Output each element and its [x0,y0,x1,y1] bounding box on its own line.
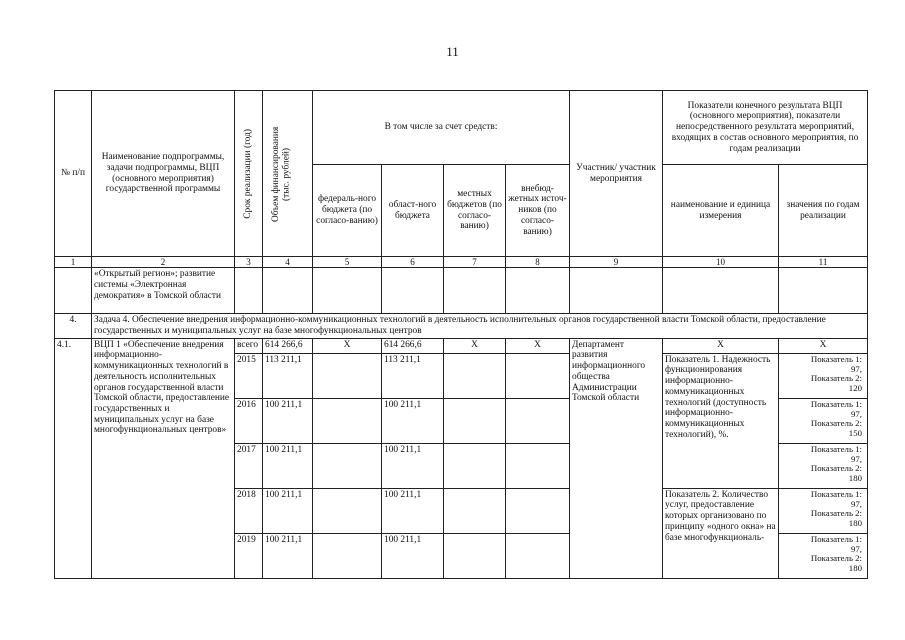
continuation-text: «Открытый регион»; развитие системы «Электронная демократия» в Томской области [92,268,235,314]
indicator-value-label: Показатель 1: [810,398,862,409]
column-number: 7 [444,257,506,268]
year: 2017 [235,443,263,488]
column-number: 1 [55,257,92,268]
indicator-value-label: Показатель 2: [810,553,862,564]
header-num: № п/п [55,91,92,257]
header-term [235,91,263,257]
total-local: X [444,338,506,353]
indicator-value-label: Показатель 1: [810,488,862,499]
program-total-row [55,338,868,353]
total-volume: 614 266,6 [263,338,313,353]
total-term: всего [235,338,263,353]
total-ind-value: X [779,338,868,353]
header-term-text: Срок реализации (год) [243,128,254,219]
indicator-2-text: Показатель 2. Количество услуг, предоставление которых организовано по принципу «одного окна» на базе многофункциональ- [663,488,779,578]
indicator-value: 97, [851,453,862,464]
program-name: ВЦП 1 «Обеспечение внедрения информационно-коммуникационных технологий в деятельность исполнительных органов государственной власти Томской области, предоставление государственных и муниципальных услуг на базе многофункциональных центров» [92,338,235,578]
header-participant: Участник/ участник мероприятия [570,91,663,257]
total-federal: X [313,338,382,353]
indicator-value-label: Показатель 1: [810,443,862,454]
year-regional: 100 211,1 [382,398,444,443]
header-name: Наименование подпрограммы, задачи подпрограммы, ВЦП (основного мероприятия) государственной программы [92,91,235,257]
total-regional: 614 266,6 [382,338,444,353]
column-number: 8 [506,257,570,268]
indicator-value: 150 [848,428,862,439]
header-volume [263,91,313,257]
column-number: 10 [663,257,779,268]
column-number: 4 [263,257,313,268]
year-regional: 100 211,1 [382,488,444,533]
task-num: 4. [55,314,92,338]
indicator-values [779,398,868,443]
indicator-value: 180 [848,518,862,529]
indicator-value: 180 [848,473,862,484]
indicator-1-text: Показатель 1. Надежность функционирования информационно-коммуникационных технологий (доступность информационно-коммуникационных технологий), %. [663,353,779,488]
program-participant: Департамент развития информационного общества Администрации Томской области [570,338,663,578]
page-number: 11 [446,44,459,59]
continuation-row [55,268,868,314]
column-number: 9 [570,257,663,268]
indicator-value-label: Показатель 1: [810,533,862,544]
indicator-values [779,443,868,488]
program-num: 4.1. [55,338,92,578]
program-table [54,90,868,579]
header-volume-text: Объем финансирования (тыс. рублей) [270,125,292,222]
header-federal: федераль-ного бюджета (по согласо-ванию) [313,165,382,257]
year: 2018 [235,488,263,533]
header-local: местных бюджетов (по согласо-ванию) [444,165,506,257]
year-volume: 100 211,1 [263,443,313,488]
task-text: Задача 4. Обеспечение внедрения информационно-коммуникационных технологий в деятельность исполнительных органов государственной власти Томской области, предоставление государственных и муниципальных услуг на базе многофункциональных центров [92,314,868,338]
indicator-value: 97, [851,498,862,509]
indicator-values [779,488,868,533]
indicator-value: 180 [848,563,862,574]
header-ind-values: значения по годам реализации [779,165,868,257]
year: 2019 [235,533,263,578]
column-number: 6 [382,257,444,268]
indicator-value-label: Показатель 2: [810,463,862,474]
header-extra: внебюд-жетных источ-ников (по согласо-ванию) [506,165,570,257]
header-sources: В том числе за счет средств: [313,91,570,165]
indicator-value: 120 [848,383,862,394]
column-number: 5 [313,257,382,268]
total-ind-name: X [663,338,779,353]
indicator-value: 97, [851,408,862,419]
indicator-value-label: Показатель 1: [810,353,862,364]
year-regional: 100 211,1 [382,533,444,578]
column-number: 11 [779,257,868,268]
header-ind-name: наименование и единица измерения [663,165,779,257]
column-number: 3 [235,257,263,268]
year-regional: 113 211,1 [382,353,444,398]
header-results: Показатели конечного результата ВЦП (основного мероприятия), показатели непосредственного результата мероприятий, входящих в состав основного мероприятия, по годам реализации [663,91,868,165]
year-volume: 100 211,1 [263,398,313,443]
indicator-value-label: Показатель 2: [810,373,862,384]
indicator-values [779,533,868,578]
year: 2016 [235,398,263,443]
total-extra: X [506,338,570,353]
indicator-value: 97, [851,363,862,374]
year-volume: 100 211,1 [263,533,313,578]
column-number: 2 [92,257,235,268]
indicator-value-label: Показатель 2: [810,508,862,519]
indicator-values [779,353,868,398]
task-row [55,314,868,338]
column-number-row [55,257,868,268]
year-regional: 100 211,1 [382,443,444,488]
year-volume: 113 211,1 [263,353,313,398]
indicator-value: 97, [851,543,862,554]
header-regional: област-ного бюджета [382,165,444,257]
year: 2015 [235,353,263,398]
indicator-value-label: Показатель 2: [810,418,862,429]
year-volume: 100 211,1 [263,488,313,533]
